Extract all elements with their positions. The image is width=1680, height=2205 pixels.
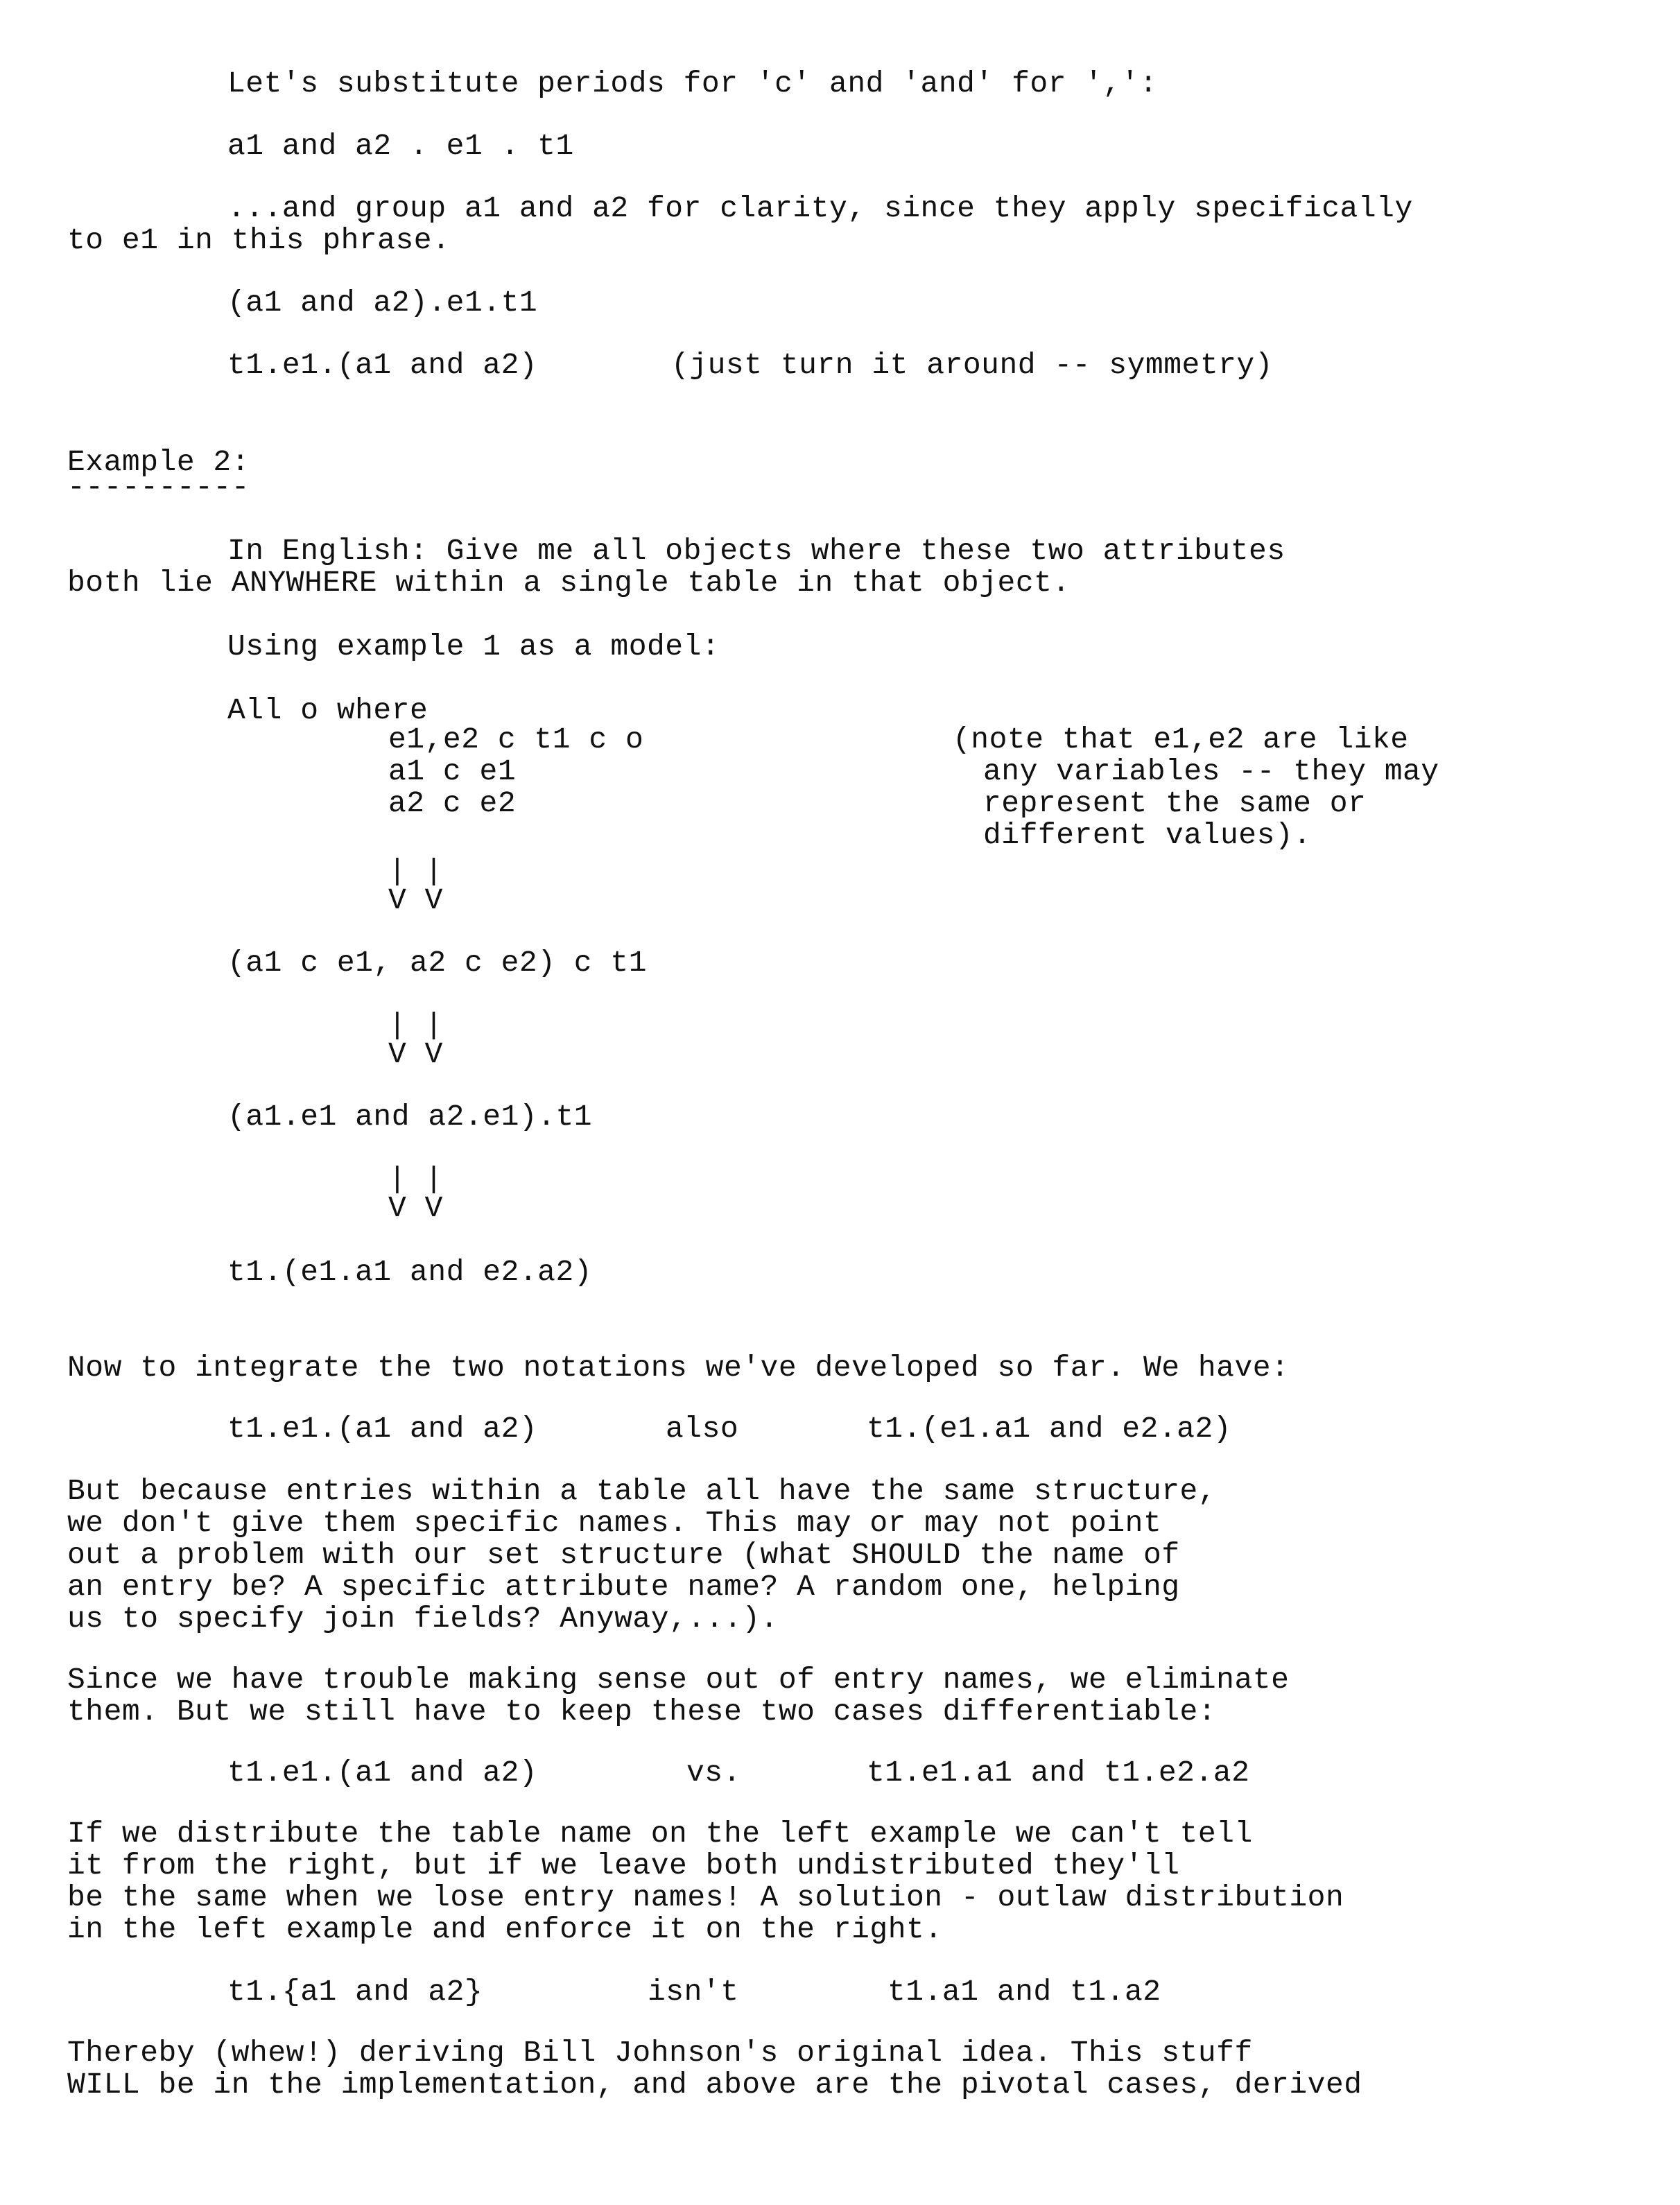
side-note-line: different values). <box>983 818 1312 852</box>
side-note-line: (note that e1,e2 are like <box>953 723 1409 756</box>
expression-connector: isn't <box>648 1975 739 2009</box>
expression-line: t1.e1.(a1 and a2) <box>227 348 538 382</box>
expression-right: t1.e1.a1 and t1.e2.a2 <box>867 1756 1250 1790</box>
paragraph-line: us to specify join fields? Anyway,...). <box>67 1602 779 1636</box>
down-arrow-stem: | | <box>388 854 443 888</box>
side-note-line: any variables -- they may <box>983 754 1439 788</box>
paragraph-line: be the same when we lose entry names! A solution - outlaw distribution <box>67 1880 1344 1914</box>
query-condition: a2 c e2 <box>388 786 517 820</box>
intro-line: Let's substitute periods for 'c' and 'and' for ',': <box>227 67 1158 101</box>
paragraph-line: Thereby (whew!) deriving Bill Johnson's original idea. This stuff <box>67 2036 1253 2070</box>
paragraph-line: If we distribute the table name on the left example we can't tell <box>67 1817 1253 1851</box>
query-condition: e1,e2 c t1 c o <box>388 723 644 756</box>
paragraph-line: in the left example and enforce it on the right. <box>67 1912 943 1946</box>
expression-note: (just turn it around -- symmetry) <box>671 348 1274 382</box>
down-arrow-stem: | | <box>388 1162 443 1196</box>
paragraph-line: an entry be? A specific attribute name? A random one, helping <box>67 1570 1180 1604</box>
paragraph-line: Using example 1 as a model: <box>227 630 720 664</box>
derivation-step: t1.(e1.a1 and e2.a2) <box>227 1255 593 1289</box>
derivation-step: (a1.e1 and a2.e1).t1 <box>227 1100 593 1134</box>
expression-connector: also <box>666 1412 739 1446</box>
paragraph-line: Now to integrate the two notations we've developed so far. We have: <box>67 1351 1290 1385</box>
expression-connector: vs. <box>686 1756 741 1790</box>
expression-right: t1.(e1.a1 and e2.a2) <box>867 1412 1232 1446</box>
paragraph-line: we don't give them specific names. This may or may not point <box>67 1506 1162 1540</box>
paragraph-line: both lie ANYWHERE within a single table in that object. <box>67 566 1071 600</box>
section-heading: Example 2: <box>67 445 250 479</box>
expression-line: a1 and a2 . e1 . t1 <box>227 129 574 163</box>
paragraph-line: WILL be in the implementation, and above are the pivotal cases, derived <box>67 2068 1362 2102</box>
expression-line: (a1 and a2).e1.t1 <box>227 286 538 320</box>
heading-underline: ---------- <box>67 470 250 504</box>
down-arrow-head: V V <box>388 1037 443 1071</box>
paragraph-line: ...and group a1 and a2 for clarity, since they apply specifically <box>227 191 1413 225</box>
paragraph-line: Since we have trouble making sense out of entry names, we eliminate <box>67 1663 1290 1697</box>
side-note-line: represent the same or <box>983 786 1367 820</box>
expression-left: t1.e1.(a1 and a2) <box>227 1412 538 1446</box>
expression-left: t1.e1.(a1 and a2) <box>227 1756 538 1790</box>
expression-right: t1.a1 and t1.a2 <box>887 1975 1161 2009</box>
derivation-step: (a1 c e1, a2 c e2) c t1 <box>227 946 647 980</box>
down-arrow-stem: | | <box>388 1008 443 1042</box>
expression-left: t1.{a1 and a2} <box>227 1975 483 2009</box>
paragraph-line: to e1 in this phrase. <box>67 223 451 257</box>
paragraph-line: In English: Give me all objects where these two attributes <box>227 534 1285 568</box>
down-arrow-head: V V <box>388 883 443 917</box>
paragraph-line: them. But we still have to keep these two cases differentiable: <box>67 1695 1217 1729</box>
paragraph-line: But because entries within a table all have the same structure, <box>67 1474 1217 1508</box>
down-arrow-head: V V <box>388 1191 443 1225</box>
query-condition: a1 c e1 <box>388 754 517 788</box>
paragraph-line: out a problem with our set structure (what SHOULD the name of <box>67 1538 1180 1572</box>
query-line: All o where <box>227 693 428 727</box>
paragraph-line: it from the right, but if we leave both undistributed they'll <box>67 1849 1180 1883</box>
